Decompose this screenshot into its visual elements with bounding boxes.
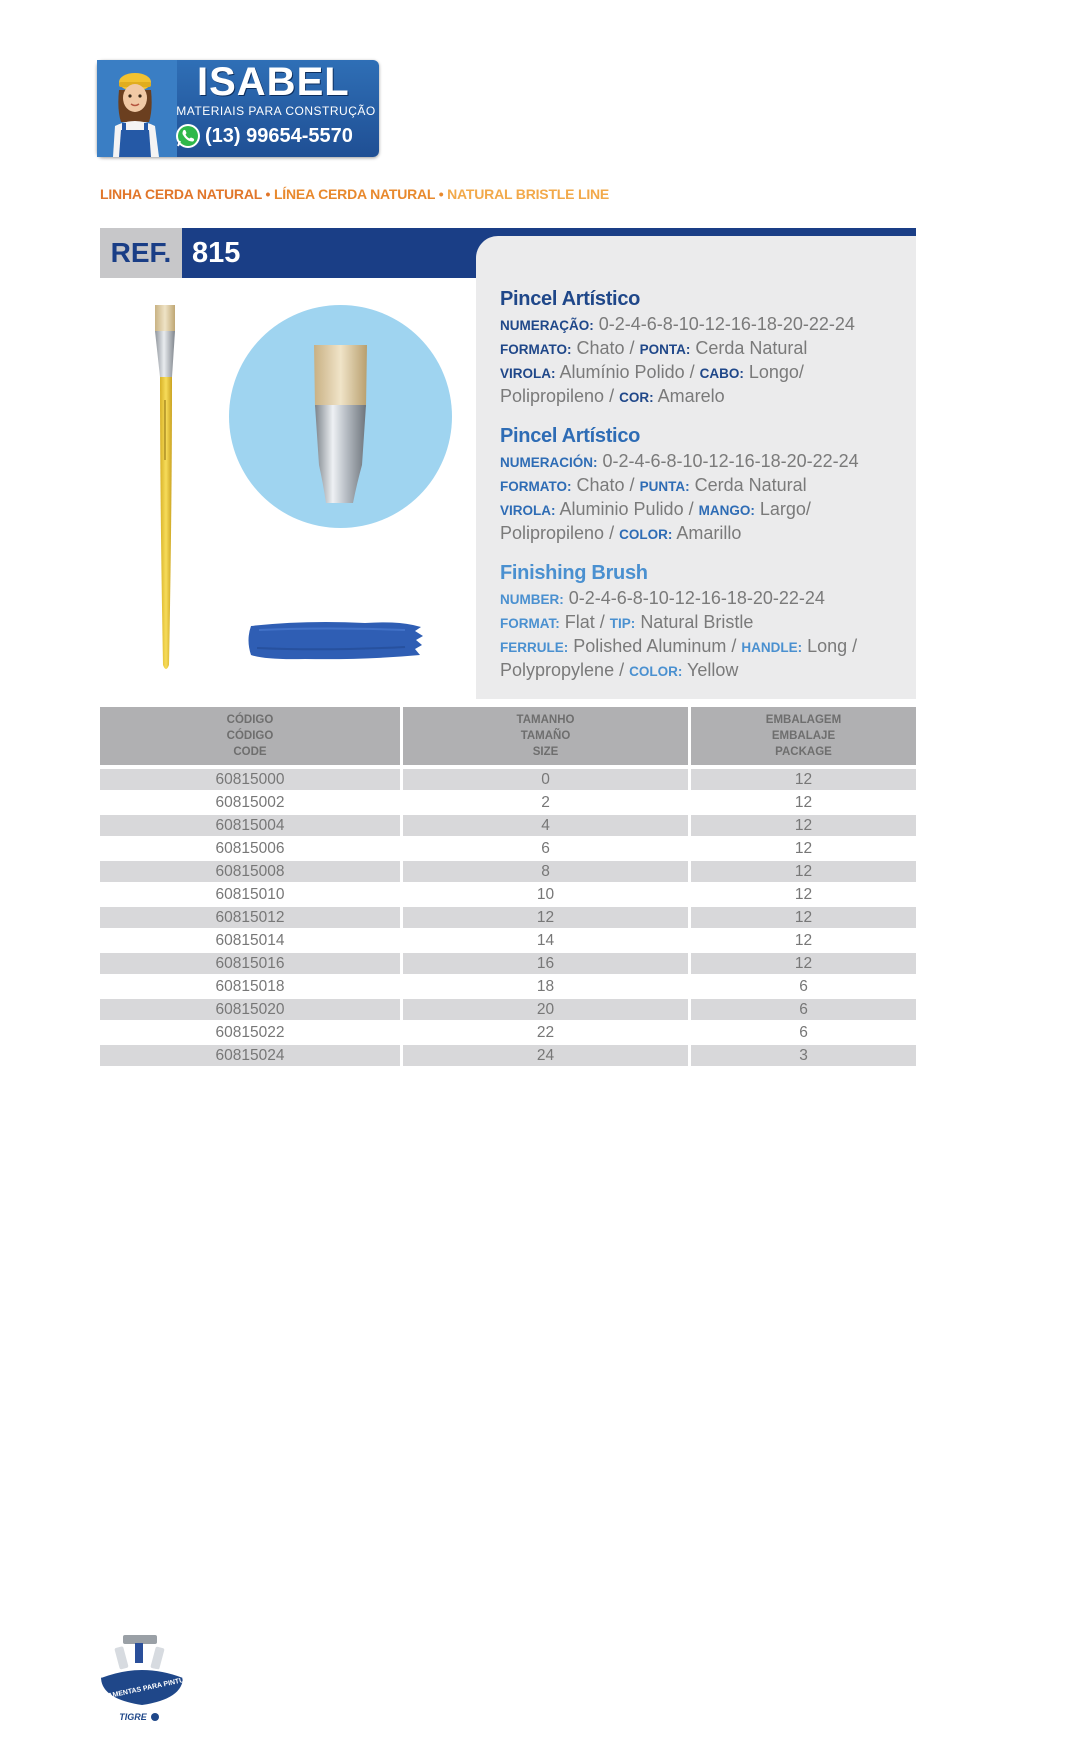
info-value: Alumínio Polido / — [559, 362, 695, 382]
info-key: TIP: — [609, 616, 636, 631]
cell-size: 24 — [403, 1043, 691, 1066]
cell-size: 14 — [403, 928, 691, 951]
worker-illustration-icon — [97, 60, 177, 157]
line-separator: • — [435, 186, 448, 202]
store-logo — [97, 60, 379, 157]
cell-code: 60815004 — [100, 813, 403, 836]
header-line: TAMANHO — [516, 714, 575, 726]
column-header-size — [403, 707, 691, 765]
cell-package: 12 — [691, 765, 916, 790]
brush-closeup-image — [229, 305, 452, 528]
cell-code: 60815014 — [100, 928, 403, 951]
info-key: COR: — [619, 390, 654, 405]
cell-package: 3 — [691, 1043, 916, 1066]
info-value: 0-2-4-6-8-10-12-16-18-20-22-24 — [602, 451, 859, 471]
header-line: PACKAGE — [775, 746, 832, 758]
info-value: Polypropylene / — [500, 660, 625, 680]
cell-size: 6 — [403, 836, 691, 859]
info-key: CABO: — [699, 366, 744, 381]
line-separator: • — [261, 186, 274, 202]
line-title-pt: LINHA CERDA NATURAL — [100, 186, 262, 202]
line-title-en: NATURAL BRISTLE LINE — [447, 186, 610, 202]
header-line: SIZE — [532, 746, 559, 758]
header-line: TAMAÑO — [520, 730, 571, 742]
info-title: Pincel Artístico — [500, 425, 641, 447]
table-row — [100, 951, 916, 974]
info-value: Cerda Natural — [694, 475, 807, 495]
table-row — [100, 1043, 916, 1066]
cell-package: 12 — [691, 882, 916, 905]
info-key: NUMERAÇÃO: — [500, 318, 594, 333]
footer-badge-text: FERRAMENTAS PARA PINTURA — [88, 1674, 195, 1705]
cell-code: 60815022 — [100, 1020, 403, 1043]
cell-code: 60815012 — [100, 905, 403, 928]
cell-code: 60815020 — [100, 997, 403, 1020]
cell-code: 60815016 — [100, 951, 403, 974]
line-title-es: LÍNEA CERDA NATURAL — [273, 186, 436, 202]
info-value: Flat / — [564, 612, 605, 632]
info-key: COLOR: — [629, 664, 683, 679]
cell-code: 60815024 — [100, 1043, 403, 1066]
brush-full-image — [150, 305, 184, 673]
info-title: Pincel Artístico — [500, 288, 641, 310]
cell-code: 60815002 — [100, 790, 403, 813]
cell-package: 12 — [691, 813, 916, 836]
product-info-panel — [476, 236, 916, 699]
info-value: 0-2-4-6-8-10-12-16-18-20-22-24 — [568, 588, 825, 608]
reference-number: 815 — [192, 237, 241, 269]
info-key: COLOR: — [619, 527, 673, 542]
cell-code: 60815018 — [100, 974, 403, 997]
phone-number: (13) 99654-5570 — [205, 124, 353, 147]
info-value: Amarillo — [676, 523, 742, 543]
info-key: FERRULE: — [500, 640, 569, 655]
cell-size: 4 — [403, 813, 691, 836]
info-title: Finishing Brush — [500, 562, 648, 584]
info-value: Long / — [807, 636, 858, 656]
info-value: Polipropileno / — [500, 386, 615, 406]
info-value: Natural Bristle — [640, 612, 754, 632]
info-value: Amarelo — [657, 386, 725, 406]
table-row — [100, 813, 916, 836]
info-value: Longo/ — [748, 362, 804, 382]
info-key: PUNTA: — [639, 479, 690, 494]
phone-contact — [175, 122, 379, 150]
info-value: Polipropileno / — [500, 523, 615, 543]
cell-code: 60815006 — [100, 836, 403, 859]
info-key: FORMATO: — [500, 479, 572, 494]
cell-package: 12 — [691, 790, 916, 813]
table-row — [100, 765, 916, 790]
info-value: 0-2-4-6-8-10-12-16-18-20-22-24 — [598, 314, 855, 334]
product-codes-table — [100, 707, 916, 1066]
whatsapp-icon — [175, 123, 201, 149]
cell-size: 10 — [403, 882, 691, 905]
info-key: FORMATO: — [500, 342, 572, 357]
paint-stroke-sample-image — [245, 618, 425, 664]
cell-package: 6 — [691, 997, 916, 1020]
info-key: NUMERACIÓN: — [500, 455, 598, 470]
cell-size: 12 — [403, 905, 691, 928]
brand-subtitle: MATERIAIS PARA CONSTRUÇÃO — [176, 104, 376, 118]
cell-code: 60815008 — [100, 859, 403, 882]
reference-label: REF. — [100, 228, 182, 278]
cell-package: 12 — [691, 951, 916, 974]
info-key: FORMAT: — [500, 616, 560, 631]
header-line: CÓDIGO — [226, 730, 274, 742]
table-row — [100, 1020, 916, 1043]
footer-brand-text: TIGRE — [119, 1712, 147, 1722]
info-value: Polished Aluminum / — [573, 636, 737, 656]
table-row — [100, 997, 916, 1020]
info-key: VIROLA: — [500, 366, 556, 381]
table-row — [100, 790, 916, 813]
info-value: Chato / — [576, 475, 635, 495]
info-value: Yellow — [687, 660, 739, 680]
info-value: Largo/ — [759, 499, 811, 519]
cell-size: 2 — [403, 790, 691, 813]
cell-size: 0 — [403, 765, 691, 790]
info-block-es — [500, 425, 910, 546]
cell-package: 6 — [691, 974, 916, 997]
cell-size: 16 — [403, 951, 691, 974]
cell-package: 12 — [691, 859, 916, 882]
info-key: HANDLE: — [741, 640, 803, 655]
info-key: MANGO: — [698, 503, 755, 518]
table-row — [100, 974, 916, 997]
cell-code: 60815010 — [100, 882, 403, 905]
info-value: Cerda Natural — [695, 338, 808, 358]
header-line: CÓDIGO — [226, 714, 274, 726]
brand-name: ISABEL — [197, 60, 350, 104]
info-key: VIROLA: — [500, 503, 556, 518]
cell-size: 8 — [403, 859, 691, 882]
column-header-package — [691, 707, 916, 765]
table-row — [100, 905, 916, 928]
info-value: Aluminio Pulido / — [559, 499, 694, 519]
info-key: NUMBER: — [500, 592, 564, 607]
column-header-code — [100, 707, 403, 765]
cell-package: 6 — [691, 1020, 916, 1043]
cell-package: 12 — [691, 928, 916, 951]
header-line: EMBALAGEM — [765, 714, 842, 726]
table-header-row — [100, 707, 916, 765]
footer-brand-logo — [88, 1633, 195, 1723]
header-line: CODE — [233, 746, 267, 758]
cell-size: 22 — [403, 1020, 691, 1043]
table-row — [100, 859, 916, 882]
table-row — [100, 836, 916, 859]
cell-package: 12 — [691, 905, 916, 928]
header-line: EMBALAJE — [771, 730, 836, 742]
table-row — [100, 928, 916, 951]
cell-code: 60815000 — [100, 765, 403, 790]
info-block-pt — [500, 288, 910, 409]
info-value: Chato / — [576, 338, 635, 358]
table-row — [100, 882, 916, 905]
info-block-en — [500, 562, 910, 683]
cell-package: 12 — [691, 836, 916, 859]
cell-size: 18 — [403, 974, 691, 997]
info-key: PONTA: — [639, 342, 691, 357]
product-line-title — [100, 186, 609, 202]
cell-size: 20 — [403, 997, 691, 1020]
